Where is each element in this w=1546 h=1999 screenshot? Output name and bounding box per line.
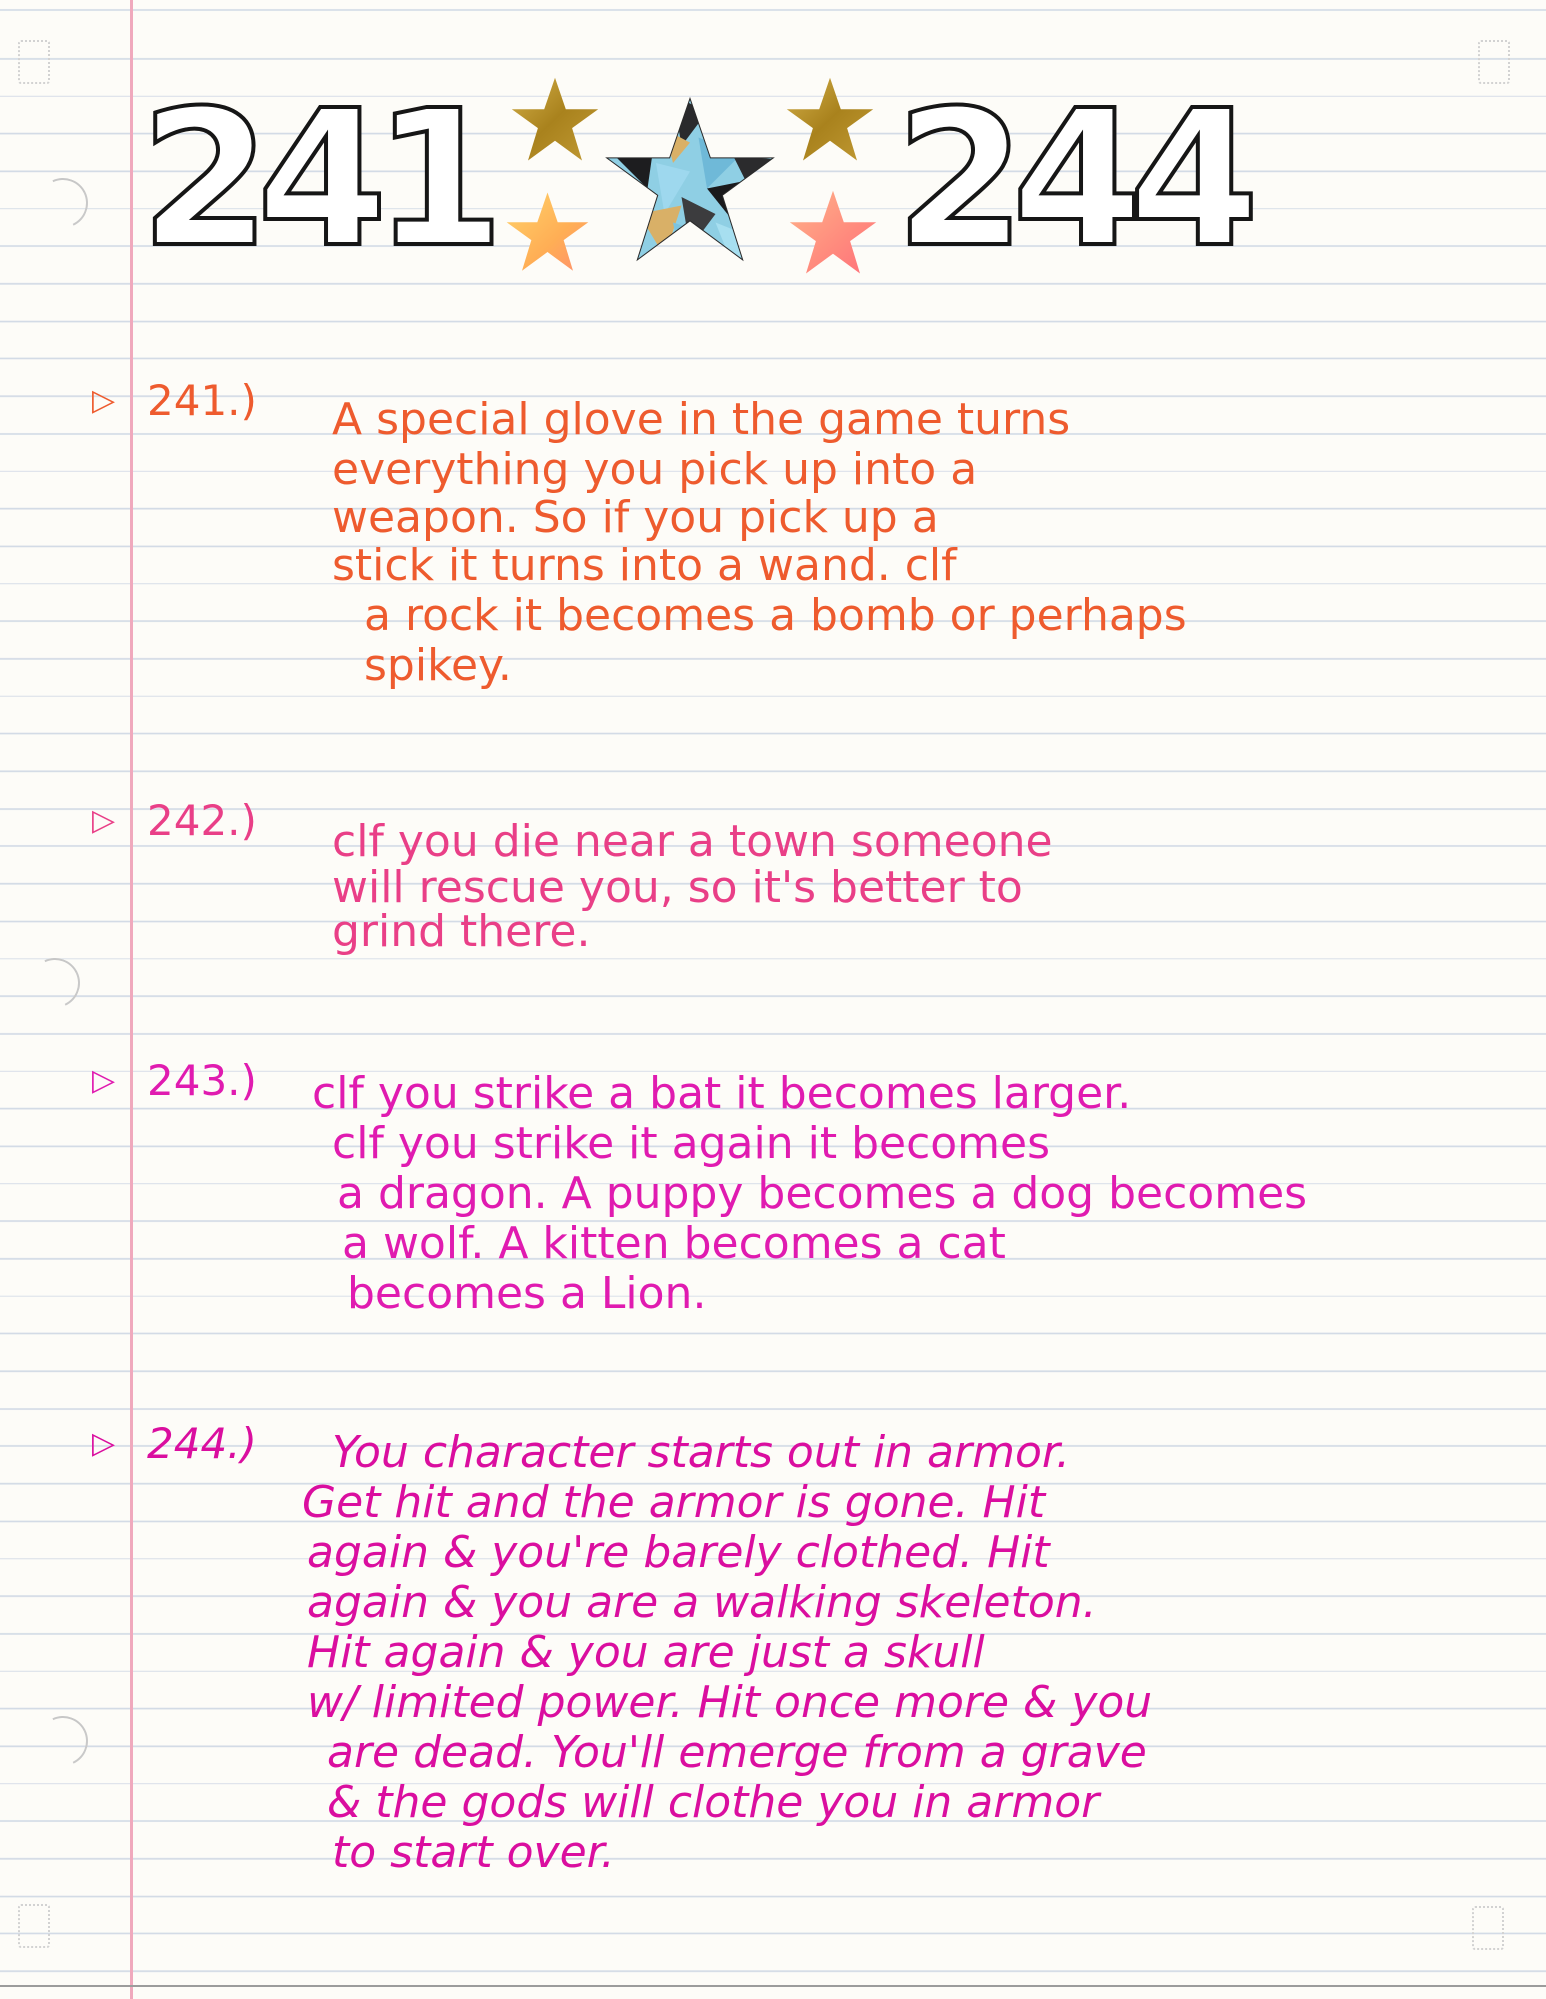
- binder-hole: [31, 171, 95, 235]
- entry-line: & the gods will clothe you in armor: [327, 1777, 1100, 1828]
- corner-mark: [18, 1904, 50, 1948]
- page-bottom-edge: [0, 1985, 1546, 1987]
- header-right-number: 244: [895, 70, 1246, 289]
- entry-242: [92, 795, 1512, 965]
- triangle-bullet-icon: ▷: [92, 803, 116, 838]
- entry-line: to start over.: [332, 1827, 615, 1878]
- entry-line: clf you strike a bat it becomes larger.: [312, 1068, 1132, 1119]
- entry-line: again & you are a walking skeleton.: [307, 1577, 1097, 1628]
- entry-line: A special glove in the game turns: [332, 394, 1071, 445]
- entry-line: clf you die near a town someone: [332, 816, 1053, 867]
- entry-line: w/ limited power. Hit once more & you: [307, 1677, 1153, 1728]
- gold-star-sticker-icon: [505, 75, 605, 165]
- entry-line: grind there.: [332, 906, 591, 957]
- entry-line: becomes a Lion.: [347, 1268, 707, 1319]
- entry-line: You character starts out in armor.: [332, 1427, 1070, 1478]
- entry-line: spikey.: [364, 640, 512, 691]
- corner-mark: [18, 40, 50, 84]
- header-left-number: 241: [140, 70, 491, 289]
- entry-line: are dead. You'll emerge from a grave: [327, 1727, 1147, 1778]
- mosaic-star-sticker-icon: [605, 90, 775, 270]
- triangle-bullet-icon: ▷: [92, 383, 116, 418]
- entry-244: [92, 1418, 1512, 1888]
- triangle-bullet-icon: ▷: [92, 1063, 116, 1098]
- corner-mark: [1478, 40, 1510, 84]
- entry-243: [92, 1055, 1512, 1325]
- binder-hole: [23, 951, 87, 1015]
- entry-241: [92, 375, 1512, 715]
- entry-line: clf you strike it again it becomes: [332, 1118, 1051, 1169]
- entry-number: 244.): [147, 1419, 257, 1468]
- entry-line: a rock it becomes a bomb or perhaps: [364, 590, 1187, 641]
- binder-hole: [31, 1709, 95, 1773]
- triangle-bullet-icon: ▷: [92, 1426, 116, 1461]
- entry-line: Get hit and the armor is gone. Hit: [302, 1477, 1046, 1528]
- entry-line: a wolf. A kitten becomes a cat: [342, 1218, 1006, 1269]
- entry-line: stick it turns into a wand. clf: [332, 540, 957, 591]
- entry-line: will rescue you, so it's better to: [332, 862, 1023, 913]
- page-header: [130, 70, 1350, 290]
- entry-line: weapon. So if you pick up a: [332, 492, 939, 543]
- entry-number: 243.): [147, 1056, 257, 1105]
- entry-line: Hit again & you are just a skull: [307, 1627, 985, 1678]
- entry-number: 242.): [147, 796, 257, 845]
- gold-star-sticker-icon: [780, 75, 880, 165]
- orange-star-sticker-icon: [505, 190, 590, 275]
- entry-line: again & you're barely clothed. Hit: [307, 1527, 1050, 1578]
- entry-line: everything you pick up into a: [332, 444, 978, 495]
- pink-star-sticker-icon: [788, 188, 878, 278]
- corner-mark: [1472, 1906, 1504, 1950]
- entry-line: a dragon. A puppy becomes a dog becomes: [337, 1168, 1308, 1219]
- entry-number: 241.): [147, 376, 257, 425]
